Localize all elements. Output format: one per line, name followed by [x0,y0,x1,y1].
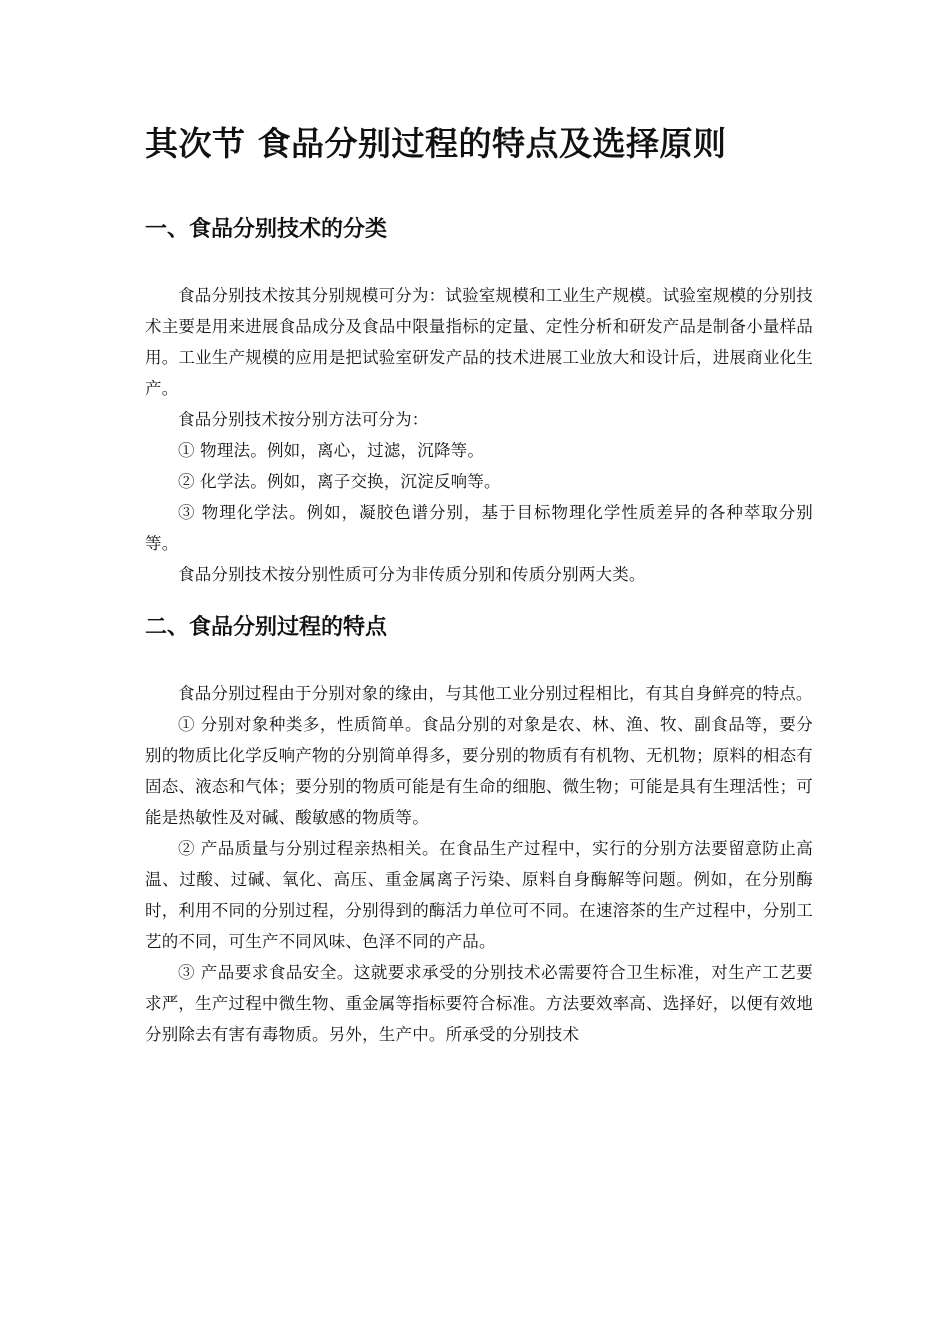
document-page [145,118,813,1072]
section-heading: 二、食品分别过程的特点 [145,615,388,640]
list-item: ③ 产品要求食品安全。这就要求承受的分别技术必需要符合卫生标准，对生产工艺要求严，生产过程中微生物、重金属等指标要符合标准。方法要效率高、选择好，以便有效地分别除去有害有毒物质。另外，生产中。所承受的分别技术 [145,963,813,1044]
list-item: ① 物理法。例如，离心，过滤，沉降等。 [178,441,485,460]
document-title: 其次节 食品分别过程的特点及选择原则 [145,124,727,163]
paragraph: 食品分别技术按分别性质可分为非传质分别和传质分别两大类。 [178,565,646,584]
section-characteristics [145,612,813,1050]
paragraph: 食品分别过程由于分别对象的缘由，与其他工业分别过程相比，有其自身鲜亮的特点。 [178,684,813,703]
section-heading: 一、食品分别技术的分类 [145,217,388,242]
section-classification [145,214,813,590]
list-item: ① 分别对象种类多，性质简单。食品分别的对象是农、林、渔、牧、副食品等，要分别的物质比化学反响产物的分别简单得多，要分别的物质有有机物、无机物；原料的相态有固态、液态和气体；要分别的物质可能是有生命的细胞、微生物；可能是具有生理活性；可能是热敏性及对碱、酸敏感的物质等。 [145,715,813,827]
list-item: ② 化学法。例如，离子交换，沉淀反响等。 [178,472,501,491]
list-item: ② 产品质量与分别过程亲热相关。在食品生产过程中，实行的分别方法要留意防止高温、过酸、过碱、氧化、高压、重金属离子污染、原料自身酶解等问题。例如，在分别酶时，利用不同的分别过程，分别得到的酶活力单位可不同。在速溶茶的生产过程中，分别工艺的不同，可生产不同风味、色泽不同的产品。 [145,839,813,951]
list-item: ③ 物理化学法。例如，凝胶色谱分别，基于目标物理化学性质差异的各种萃取分别等。 [145,503,813,553]
paragraph: 食品分别技术按分别方法可分为： [178,410,429,429]
paragraph: 食品分别技术按其分别规模可分为：试验室规模和工业生产规模。试验室规模的分别技术主要是用来进展食品成分及食品中限量指标的定量、定性分析和研发产品是制备小量样品用。工业生产规模的应用是把试验室研发产品的技术进展工业放大和设计后，进展商业化生产。 [145,286,813,398]
